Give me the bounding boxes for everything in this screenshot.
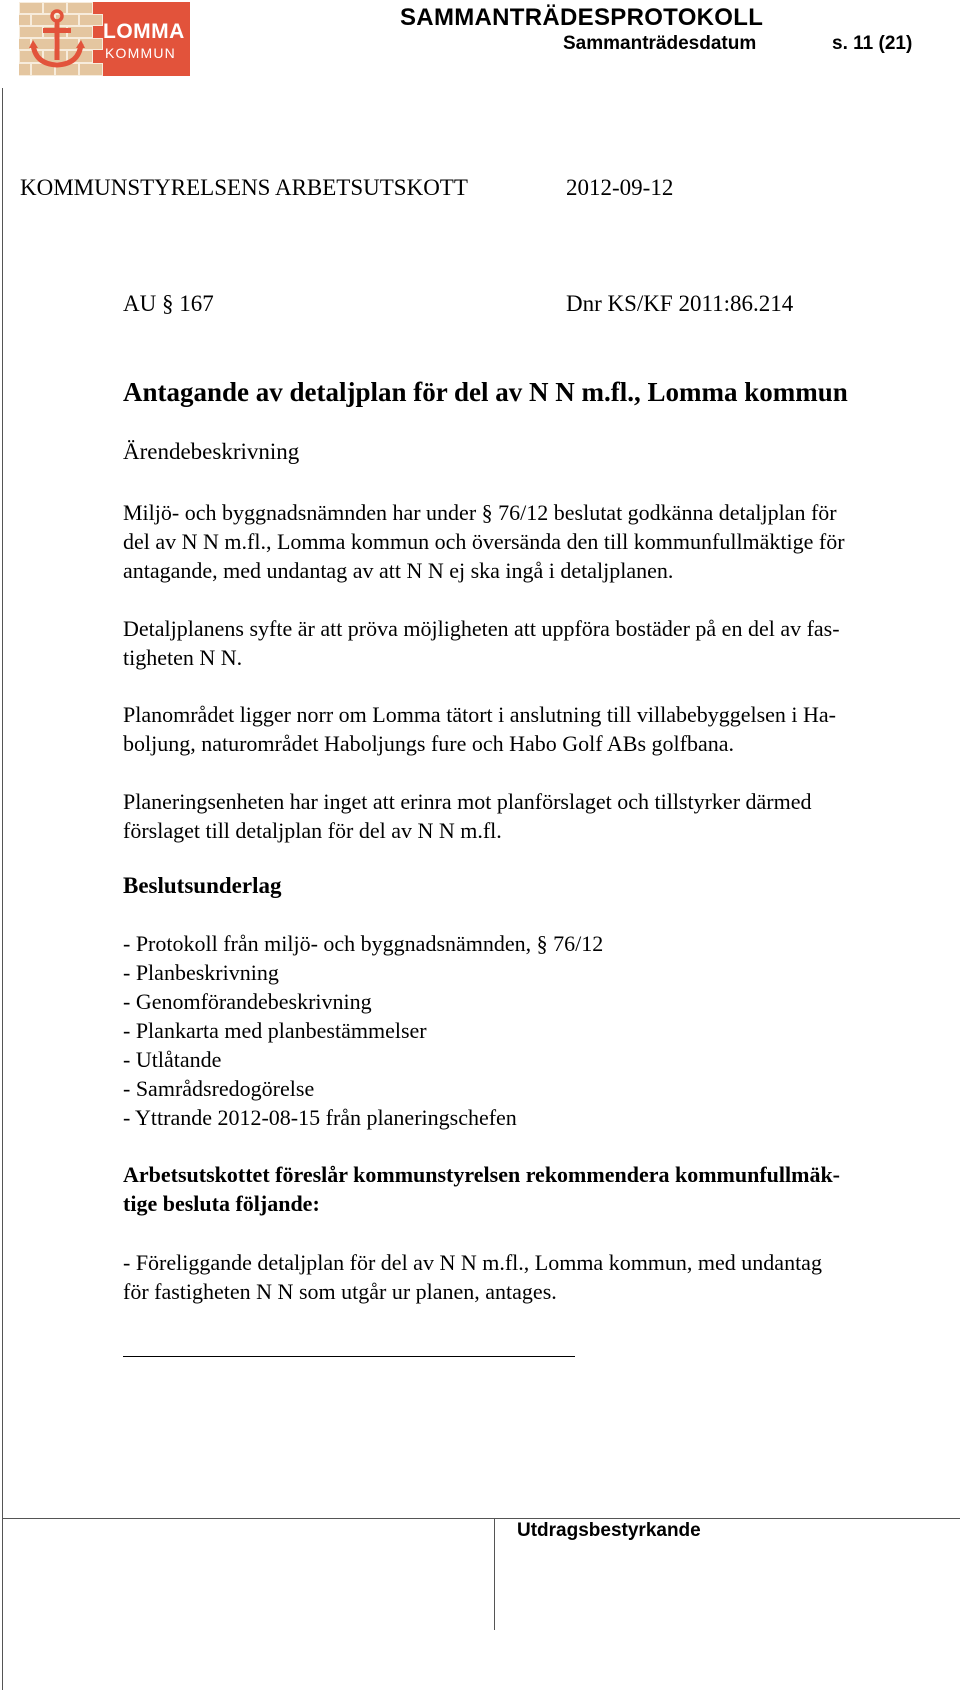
paragraph-1 (123, 498, 943, 585)
decision-line: - Föreliggande detaljplan för del av N N m.fl., Lomma kommun, med undantag (123, 1250, 822, 1275)
footer-column-divider (494, 1518, 495, 1630)
paragraph-line: boljung, naturområdet Haboljungs fure och Habo Golf ABs golfbana. (123, 731, 734, 756)
signature-line (123, 1356, 575, 1357)
page-title: Antagande av detaljplan för del av N N m.fl., Lomma kommun (123, 377, 848, 407)
list-item: - Protokoll från miljö- och byggnadsnämnden, § 76/12 (123, 931, 604, 956)
footer-divider (2, 1518, 960, 1519)
anchor-icon (27, 8, 87, 70)
paragraph-line: Detaljplanens syfte är att pröva möjligheten att uppföra bostäder på en del av fas- (123, 616, 840, 641)
committee-name: KOMMUNSTYRELSENS ARBETSUTSKOTT (20, 175, 468, 200)
meeting-date: 2012-09-12 (566, 175, 674, 200)
section-heading-basis: Beslutsunderlag (123, 873, 282, 898)
dnr-ref: Dnr KS/KF 2011:86.214 (566, 291, 794, 316)
list-item: - Samrådsredogörelse (123, 1076, 315, 1101)
decision-line: för fastigheten N N som utgår ur planen, antages. (123, 1279, 557, 1304)
paragraph-line: förslaget till detaljplan för del av N N m.fl. (123, 818, 502, 843)
list-item: - Genomförandebeskrivning (123, 989, 372, 1014)
left-margin-rule-footer (2, 1518, 3, 1690)
list-item: - Planbeskrivning (123, 960, 279, 985)
lomma-kommun-logo (19, 2, 190, 76)
logo-text-lomma: LOMMA (103, 20, 185, 43)
left-margin-rule (2, 88, 3, 1518)
meeting-date-label: Sammanträdesdatum (563, 33, 757, 54)
proposal-line: Arbetsutskottet föreslår kommunstyrelsen rekommendera kommunfullmäk- (123, 1162, 841, 1187)
paragraph-line: Planområdet ligger norr om Lomma tätort i anslutning till villabebyggelsen i Ha- (123, 702, 837, 727)
paragraph-line: del av N N m.fl., Lomma kommun och översända den till kommunfullmäktige för (123, 529, 845, 554)
decision-text (123, 1248, 943, 1306)
logo-text-kommun: KOMMUN (105, 45, 176, 61)
paragraph-4 (123, 787, 943, 845)
paragraph-3 (123, 700, 943, 758)
list-item: - Plankarta med planbestämmelser (123, 1018, 427, 1043)
extract-certification-label: Utdragsbestyrkande (517, 1520, 701, 1541)
proposal-line: tige besluta följande: (123, 1191, 320, 1216)
basis-list (123, 929, 603, 1132)
paragraph-line: antagande, med undantag av att N N ej ska ingå i detaljplanen. (123, 558, 674, 583)
proposal-heading (123, 1160, 943, 1218)
paragraph-line: Planeringsenheten har inget att erinra mot planförslaget och tillstyrker därmed (123, 789, 812, 814)
list-item: - Utlåtande (123, 1047, 222, 1072)
paragraph-line: tigheten N N. (123, 645, 243, 670)
section-heading-description: Ärendebeskrivning (123, 439, 300, 464)
list-item: - Yttrande 2012-08-15 från planeringschefen (123, 1105, 517, 1130)
paragraph-2 (123, 614, 943, 672)
protocol-title: SAMMANTRÄDESPROTOKOLL (400, 4, 764, 31)
paragraph-line: Miljö- och byggnadsnämnden har under § 76/12 beslutat godkänna detaljplan för (123, 500, 837, 525)
au-paragraph-ref: AU § 167 (123, 291, 214, 316)
page-number: s. 11 (21) (832, 33, 913, 54)
